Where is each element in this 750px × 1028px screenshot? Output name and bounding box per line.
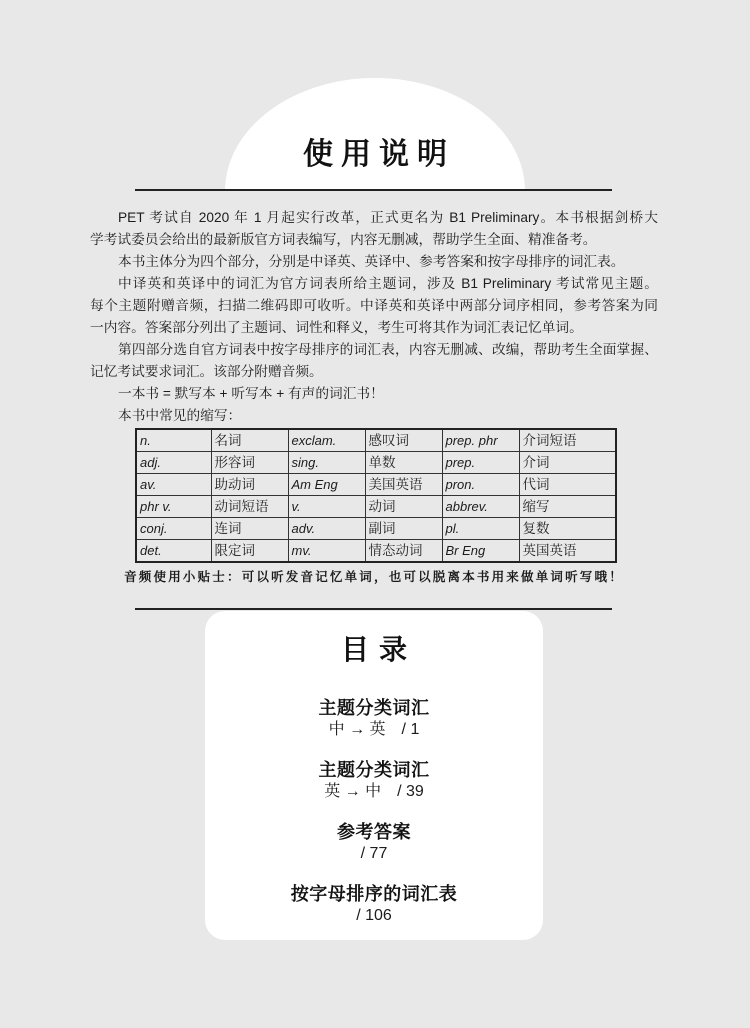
divider-top: [135, 189, 612, 191]
audio-tip: 音频使用小贴士：可以听发音记忆单词，也可以脱离本书用来做单词听写哦！: [124, 569, 624, 584]
table-row: [136, 540, 616, 563]
contents-panel: [205, 611, 543, 940]
table-cell-meaning: 限定词: [211, 540, 288, 563]
table-row: [136, 474, 616, 496]
contents-entry-title: 主题分类词汇: [318, 698, 430, 718]
intro-paragraph-6: [90, 405, 658, 427]
intro-line: 本书主体分为四个部分，分别是中译英、英译中、参考答案和按字母排序的词汇表。: [118, 254, 625, 269]
table-cell-meaning: 名词: [211, 429, 288, 452]
intro-line: 一本书 = 默写本 + 听写本 + 有声的词汇书！: [118, 386, 384, 401]
contents-entry: [205, 821, 543, 865]
contents-entry-page-line: [205, 719, 543, 741]
table-cell-abbreviation: adj.: [136, 452, 211, 474]
table-cell-abbreviation: mv.: [288, 540, 365, 563]
contents-entry-title: 参考答案: [337, 822, 411, 842]
intro-text: [90, 207, 658, 427]
table-cell-abbreviation: pl.: [442, 518, 519, 540]
table-cell-meaning: 动词短语: [211, 496, 288, 518]
contents-entry-page: / 77: [360, 845, 388, 862]
contents-entry: [205, 759, 543, 803]
table-cell-meaning: 缩写: [519, 496, 616, 518]
table-cell-abbreviation: prep. phr: [442, 429, 519, 452]
contents-entry: [205, 883, 543, 927]
table-cell-meaning: 情态动词: [365, 540, 442, 563]
table-cell-abbreviation: det.: [136, 540, 211, 563]
table-cell-meaning: 介词短语: [519, 429, 616, 452]
intro-paragraph-5: [90, 383, 658, 405]
contents-entry-title: 主题分类词汇: [318, 760, 430, 780]
intro-paragraph-2: [90, 251, 658, 273]
intro-paragraph-4: [90, 339, 658, 383]
table-row: [136, 452, 616, 474]
table-cell-abbreviation: adv.: [288, 518, 365, 540]
table-cell-meaning: 感叹词: [365, 429, 442, 452]
table-cell-meaning: 复数: [519, 518, 616, 540]
contents-entry-page-line: [205, 843, 543, 865]
table-row: [136, 518, 616, 540]
table-cell-abbreviation: exclam.: [288, 429, 365, 452]
table-cell-abbreviation: v.: [288, 496, 365, 518]
contents-entry-page-line: [205, 781, 543, 803]
table-row: [136, 496, 616, 518]
intro-line: 第四部分选自官方词表中按字母排序的词汇表，内容无删减、改编，帮助考生全面掌握、: [118, 342, 658, 357]
contents-entry-page-line: [205, 905, 543, 927]
table-cell-abbreviation: prep.: [442, 452, 519, 474]
table-cell-abbreviation: sing.: [288, 452, 365, 474]
table-cell-meaning: 助动词: [211, 474, 288, 496]
table-cell-abbreviation: pron.: [442, 474, 519, 496]
table-cell-abbreviation: av.: [136, 474, 211, 496]
table-cell-meaning: 单数: [365, 452, 442, 474]
intro-line: 记忆考试要求词汇。该部分附赠音频。: [90, 364, 323, 379]
intro-paragraph-3: [90, 273, 658, 339]
page-title: 使用说明: [303, 137, 455, 172]
contents-entry-page: / 1: [401, 721, 420, 738]
abbreviation-table: [135, 428, 617, 563]
table-cell-abbreviation: Br Eng: [442, 540, 519, 563]
table-cell-abbreviation: conj.: [136, 518, 211, 540]
table-cell-meaning: 介词: [519, 452, 616, 474]
table-cell-meaning: 代词: [519, 474, 616, 496]
table-cell-meaning: 形容词: [211, 452, 288, 474]
contents-title: 目录: [340, 633, 417, 666]
contents-list: [205, 697, 543, 927]
divider-bottom: [135, 608, 612, 610]
table-cell-abbreviation: Am Eng: [288, 474, 365, 496]
table-cell-meaning: 英国英语: [519, 540, 616, 563]
table-cell-meaning: 连词: [211, 518, 288, 540]
table-cell-meaning: 动词: [365, 496, 442, 518]
contents-entry-direction: 中 → 英: [328, 721, 386, 738]
table-cell-meaning: 副词: [365, 518, 442, 540]
contents-entry-page: / 106: [356, 907, 392, 924]
table-row: [136, 429, 616, 452]
contents-entry-page: / 39: [397, 783, 424, 800]
intro-paragraph-1: [90, 207, 658, 251]
intro-line: 中译英和英译中的词汇为官方词表所给主题词，涉及 B1 Preliminary 考试常见主题。: [118, 276, 658, 291]
table-cell-abbreviation: abbrev.: [442, 496, 519, 518]
contents-entry-title: 按字母排序的词汇表: [290, 884, 458, 904]
intro-line: 学考试委员会给出的最新版官方词表编写，内容无删减，帮助学生全面、精准备考。: [90, 232, 597, 247]
intro-line: 一内容。答案部分列出了主题词、词性和释义，考生可将其作为词汇表记忆单词。: [90, 320, 583, 335]
table-cell-abbreviation: n.: [136, 429, 211, 452]
abbreviation-heading: 本书中常见的缩写：: [118, 408, 242, 423]
table-cell-meaning: 美国英语: [365, 474, 442, 496]
contents-entry: [205, 697, 543, 741]
intro-line: PET 考试自 2020 年 1 月起实行改革，正式更名为 B1 Preliminary。本书根据剑桥大: [118, 210, 658, 225]
contents-entry-direction: 英 → 中: [324, 783, 382, 800]
intro-line: 每个主题附赠音频，扫描二维码即可收听。中译英和英译中两部分词序相同，参考答案为同: [90, 298, 658, 313]
table-cell-abbreviation: phr v.: [136, 496, 211, 518]
